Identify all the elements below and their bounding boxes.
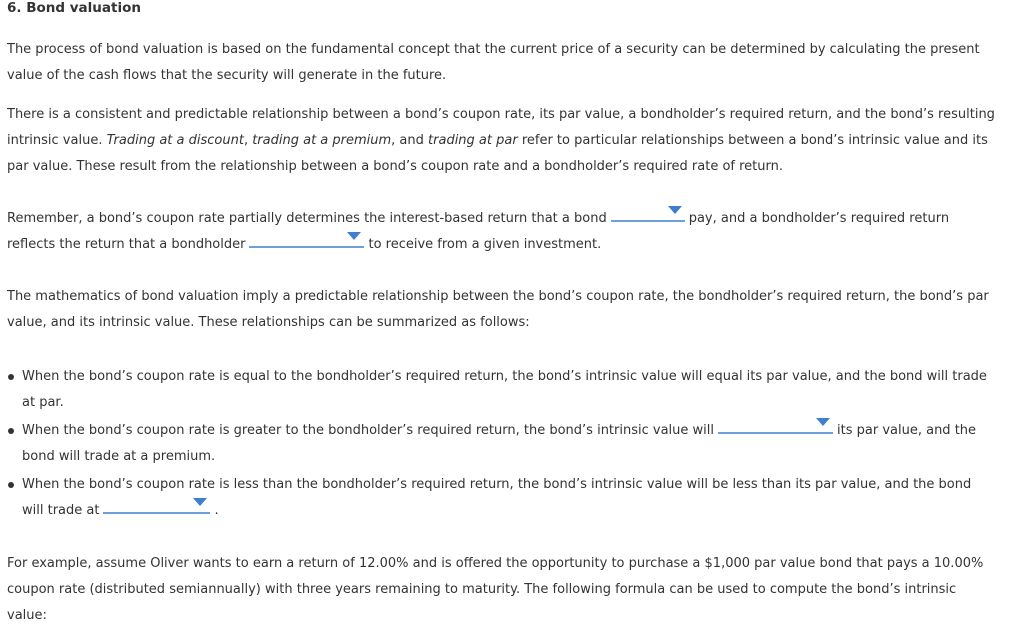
- intro-paragraph: [7, 37, 1007, 89]
- dropdown-arrow-icon: [347, 232, 361, 240]
- example-line-3: value:: [7, 608, 47, 623]
- text-segment: will trade at: [22, 503, 100, 518]
- text-segment: its par value, and the: [837, 423, 977, 438]
- text-segment: , and: [391, 133, 429, 148]
- mathematics-line-1: The mathematics of bond valuation imply a predictable relationship between the bond’s coupon rate, the bondholder’s required return, the bond’s par: [7, 289, 989, 304]
- bullet-equal: [7, 364, 1007, 416]
- relationship-line-2: [7, 128, 1007, 154]
- term-par: trading at par: [428, 133, 518, 148]
- reminder-line-1: [7, 206, 1007, 232]
- reminder-line-2: [7, 232, 1007, 258]
- text-segment: Remember, a bond’s coupon rate partially determines the interest-based return that a bond: [7, 211, 607, 226]
- question-title: 6. Bond valuation: [7, 0, 141, 16]
- intrinsic-value-dropdown[interactable]: [718, 418, 833, 434]
- reminder-paragraph: [7, 206, 1007, 258]
- relationship-line-1: There is a consistent and predictable relationship between a bond’s coupon rate, its par value, a bondholder’s required return, and the bond’s resulting: [7, 107, 995, 122]
- bullet-dot-icon: [8, 482, 14, 488]
- bullet-greater-line-2: bond will trade at a premium.: [22, 449, 216, 464]
- text-segment: ,: [243, 133, 253, 148]
- mathematics-line-2: value, and its intrinsic value. These relationships can be summarized as follows:: [7, 315, 530, 330]
- text-segment: When the bond’s coupon rate is greater to the bondholder’s required return, the bond’s intrinsic value will: [22, 423, 715, 438]
- term-discount: Trading at a discount: [106, 133, 244, 148]
- dropdown-arrow-icon: [193, 498, 207, 506]
- dropdown-arrow-icon: [668, 206, 682, 214]
- bullet-greater: [7, 418, 1007, 470]
- example-paragraph: [7, 551, 1007, 629]
- intro-line-2: value of the cash flows that the security will generate in the future.: [7, 68, 447, 83]
- bullet-less: [7, 472, 1007, 524]
- example-line-1: For example, assume Oliver wants to earn a return of 12.00% and is offered the opportunity to purchase a $1,000 par value bond that pays a 10.00%: [7, 556, 984, 571]
- dropdown-arrow-icon: [816, 418, 830, 426]
- text-segment: reflects the return that a bondholder: [7, 237, 246, 252]
- bullet-equal-line-1: When the bond’s coupon rate is equal to the bondholder’s required return, the bond’s intrinsic value will equal its par value, and the bond will trade: [22, 369, 987, 384]
- bullet-dot-icon: [8, 428, 14, 434]
- term-premium: trading at a premium: [252, 133, 392, 148]
- text-segment: .: [214, 503, 219, 518]
- bullet-equal-line-2: at par.: [22, 395, 64, 410]
- mathematics-paragraph: [7, 284, 1007, 336]
- bullet-less-line-2: [7, 498, 1007, 524]
- text-segment: intrinsic value.: [7, 133, 107, 148]
- bullet-dot-icon: [8, 374, 14, 380]
- text-segment: to receive from a given investment.: [368, 237, 602, 252]
- bullet-greater-line-1: [7, 418, 1007, 444]
- intro-line-1: The process of bond valuation is based on the fundamental concept that the current price of a security can be determined by calculating the present: [7, 42, 980, 57]
- text-segment: refer to particular relationships between a bond’s intrinsic value and its: [517, 133, 988, 148]
- text-segment: pay, and a bondholder’s required return: [688, 211, 950, 226]
- bond-pay-dropdown[interactable]: [611, 206, 685, 222]
- relationship-paragraph: [7, 102, 1007, 180]
- example-line-2: coupon rate (distributed semiannually) with three years remaining to maturity. The following formula can be used to compute the bond’s intrinsic: [7, 582, 957, 597]
- relationship-line-3: par value. These result from the relationship between a bond’s coupon rate and a bondholder’s required rate of return.: [7, 159, 784, 174]
- trade-at-dropdown[interactable]: [103, 498, 210, 514]
- bullet-less-line-1: When the bond’s coupon rate is less than the bondholder’s required return, the bond’s intrinsic value will be less than its par value, and the bond: [22, 477, 972, 492]
- bondholder-dropdown[interactable]: [249, 232, 364, 248]
